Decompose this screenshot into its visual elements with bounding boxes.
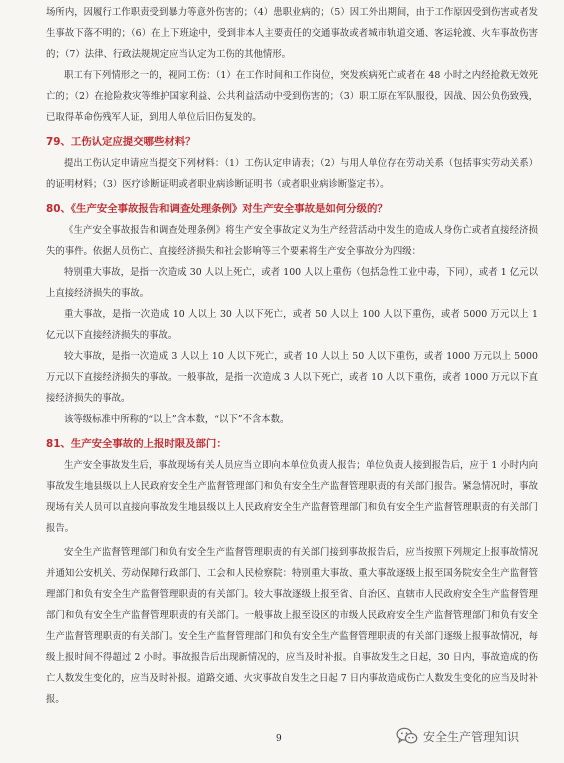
wechat-icon — [396, 727, 418, 745]
paragraph: 《生产安全事故报告和调查处理条例》将生产安全事故定义为生产经营活动中发生的造成人身伤亡或者直接经济损失的事件。依据人员伤亡、直接经济损失和社会影响等三个要素将生产安全事故分为四级： — [46, 225, 538, 257]
paragraph: 场所内，因履行工作职责受到暴力等意外伤害的；（4）患职业病的；（5）因工外出期间，由于工作原因受到伤害或者发生事故下落不明的；（6）在上下班途中，受到非本人主要责任的交通事故或者城市轨道交通、客运轮渡、火车事故伤害的；（7）法律、行政法规规定应当认定为工伤的其他情形。 — [46, 7, 538, 60]
page-number: 9 — [276, 734, 282, 744]
document-body — [46, 2, 538, 710]
section-heading-79: 79、工伤认定应提交哪些材料？ — [46, 136, 196, 148]
section-heading-80: 80、《生产安全事故报告和调查处理条例》对生产安全事故是如何分级的？ — [46, 203, 388, 215]
paragraph: 提出工伤认定申请应当提交下列材料：（1）工伤认定申请表；（2）与用人单位存在劳动关系（包括事实劳动关系）的证明材料；（3）医疗诊断证明或者职业病诊断证明书（或者职业病诊断鉴定书）。 — [46, 158, 538, 190]
paragraph: 该等级标准中所称的“以上”含本数，“以下”不含本数。 — [64, 414, 290, 425]
paragraph: 特别重大事故，是指一次造成 30 人以上死亡，或者 100 人以上重伤（包括急性工业中毒，下同），或者 1 亿元以上直接经济损失的事故。 — [46, 267, 538, 299]
paragraph: 较大事故，是指一次造成 3 人以上 10 人以下死亡，或者 10 人以上 50 人以下重伤，或者 1000 万元以上 5000 万元以下直接经济损失的事故。一般事故，是指一次造成 3 人以下死亡，或者 10 人以下重伤，或者 1000 万元以下直接经济损失的事故。 — [46, 351, 538, 404]
paragraph: 重大事故，是指一次造成 10 人以上 30 人以下死亡，或者 50 人以上 100 人以下重伤，或者 5000 万元以上 1 亿元以下直接经济损失的事故。 — [46, 309, 538, 341]
section-heading-81: 81、生产安全事故的上报时限及部门： — [46, 438, 227, 450]
paragraph: 安全生产监督管理部门和负有安全生产监督管理职责的有关部门接到事故报告后，应当按照下列规定上报事故情况并通知公安机关、劳动保障行政部门、工会和人民检察院：特别重大事故、重大事故逐级上报至国务院安全生产监督管理部门和负有安全生产监督管理职责的有关部门。较大事故逐级上报至省、自治区、直辖市人民政府安全生产监督管理部门和负有安全生产监督管理职责的有关部门。一般事故上报至设区的市级人民政府安全生产监督管理部门和负有安全生产监督管理职责的有关部门。安全生产监督管理部门和负有安全生产监督管理职责的有关部门逐级上报事故情况，每级上报时间不得超过 2 小时。事故报告后出现新情况的，应当及时补报。自事故发生之日起，30 日内，事故造成的伤亡人数发生变化的，应当及时补报。道路交通、火灾事故自发生之日起 7 日内事故造成伤亡人数发生变化的应当及时补报。 — [46, 547, 538, 705]
paragraph: 职工有下列情形之一的，视同工伤：（1）在工作时间和工作岗位，突发疾病死亡或者在 48 小时之内经抢救无效死亡的；（2）在抢险救灾等维护国家利益、公共利益活动中受到伤害的；（3）职工原在军队服役，因战、因公负伤致残，已取得革命伤残军人证，到用人单位后旧伤复发的。 — [46, 70, 538, 123]
paragraph: 生产安全事故发生后，事故现场有关人员应当立即向本单位负责人报告；单位负责人接到报告后，应于 1 小时内向事故发生地县级以上人民政府安全生产监督管理部门和负有安全生产监督管理职责的有关部门报告。紧急情况时，事故现场有关人员可以直接向事故发生地县级以上人民政府安全生产监督管理部门和负有安全生产监督管理职责的有关部门报告。 — [46, 460, 538, 534]
watermark — [396, 727, 519, 745]
watermark-text: 安全生产管理知识 — [423, 729, 520, 744]
